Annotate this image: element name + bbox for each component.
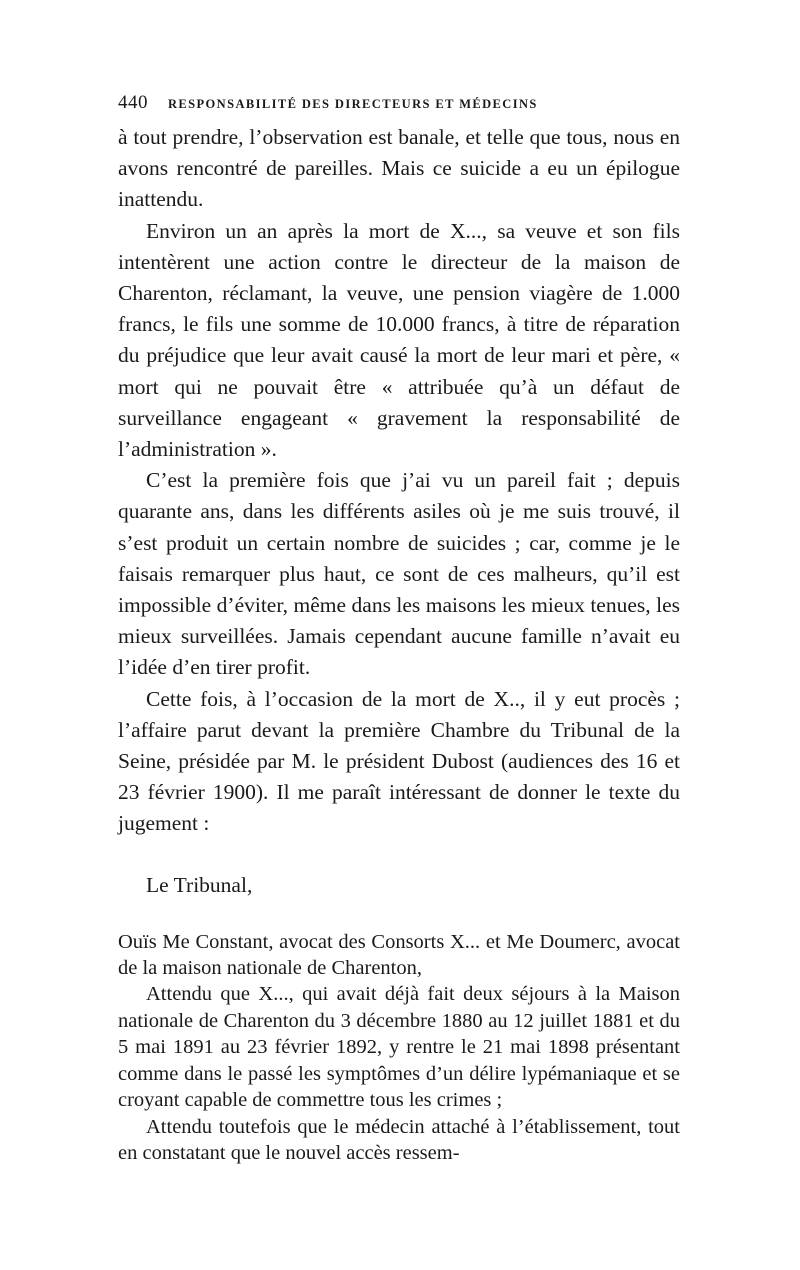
paragraph-lawsuit: Environ un an après la mort de X..., sa veuve et son fils intentèrent une action contre le directeur de la maison de Charenton, réclamant, la veuve, une pension viagère de 1.000 francs, le fils une somme de 10.000 francs, à titre de réparation du préjudice que leur avait causé la mort de leur mari et père, « mort qui ne pouvait être « attribuée qu’à un défaut de surveillance engageant « gravement la responsabilité de l’administration ». [118, 218, 680, 462]
page-number: 440 [118, 92, 148, 113]
book-page [118, 92, 680, 1166]
judgment-text [118, 929, 680, 1167]
judgment-paragraph-physician: Attendu toutefois que le médecin attaché à l’établissement, tout en constatant que le nouvel accès ressem- [118, 1115, 680, 1164]
body-text [118, 122, 680, 840]
judgment-paragraph-stays: Attendu que X..., qui avait déjà fait deux séjours à la Maison nationale de Charenton du 3 décembre 1880 au 12 juillet 1881 et du 5 mai 1891 au 23 février 1892, y rentre le 21 mai 1898 présentant comme dans le passé les symptômes d’un délire lypémaniaque et se croyant capable de commettre tous les crimes ; [118, 983, 680, 1112]
running-title: RESPONSABILITÉ DES DIRECTEURS ET MÉDECINS [168, 97, 538, 111]
paragraph-first-time: C’est la première fois que j’ai vu un pareil fait ; depuis quarante ans, dans les différents asiles où je me suis trouvé, il s’est produit un certain nombre de suicides ; car, comme je le faisais remarquer plus haut, ce sont de ces malheurs, qu’il est impossible d’éviter, même dans les maisons les mieux tenues, les mieux surveillées. Jamais cependant aucune famille n’avait eu l’idée d’en tirer profit. [118, 468, 680, 680]
paragraph-trial: Cette fois, à l’occasion de la mort de X.., il y eut procès ; l’affaire parut devant la première Chambre du Tribunal de la Seine, présidée par M. le président Dubost (audiences des 16 et 23 février 1900). Il me paraît intéressant de donner le texte du jugement : [118, 686, 680, 836]
judgment-opening: Le Tribunal, [146, 872, 253, 897]
judgment-paragraph-counsel: Ouïs Me Constant, avocat des Consorts X... et Me Doumerc, avocat de la maison nationale de Charenton, [118, 930, 680, 980]
paragraph-continuation: à tout prendre, l’observation est banale, et telle que tous, nous en avons rencontré de pareilles. Mais ce suicide a eu un épilogue inattendu. [118, 125, 680, 212]
running-head [118, 92, 680, 118]
